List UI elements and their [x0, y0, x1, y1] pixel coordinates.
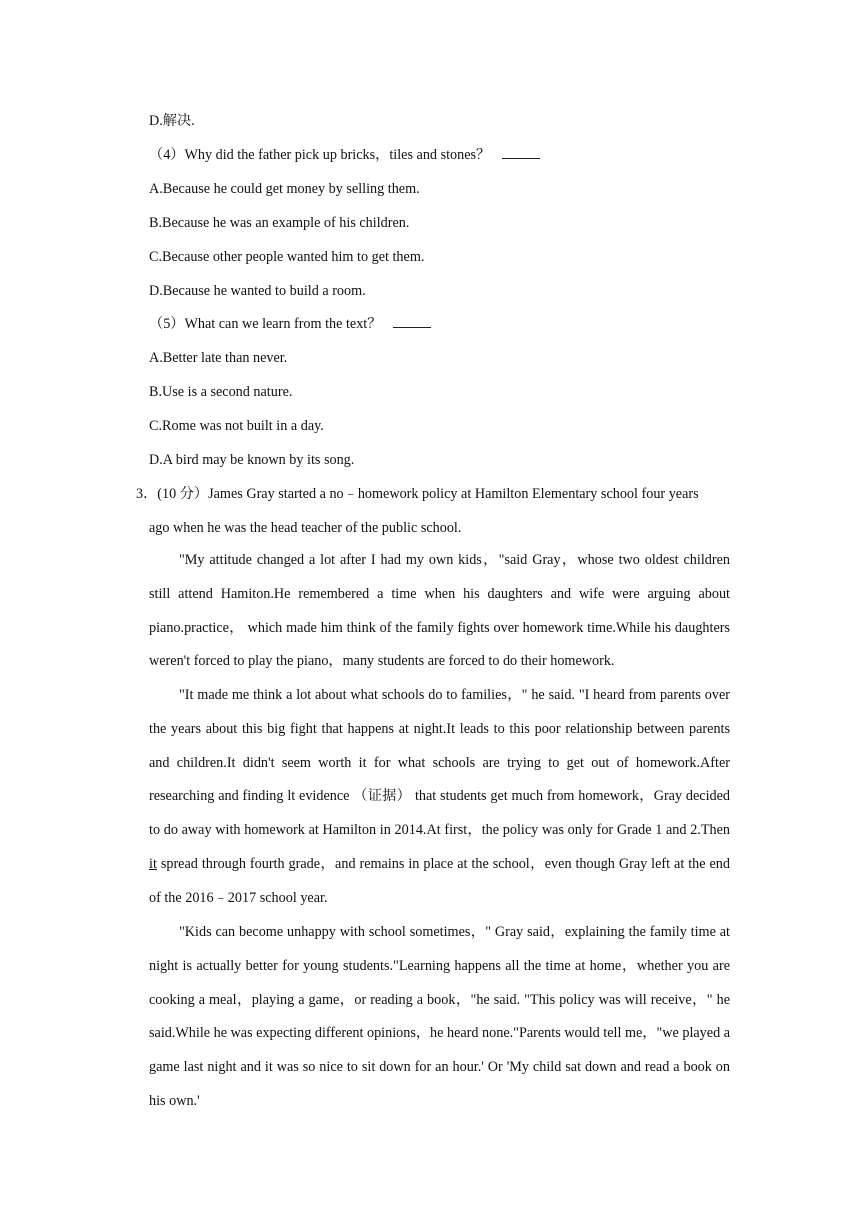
passage-paragraph-3-text: "Kids can become unhappy with school sometimes，" Gray said，explaining the family time at night is actually better for young students."Learning happens all the time at home，whether you are cooking a meal，playing a game，or reading a book，"he said. "This policy was will receive，" he said.While he was expecting different opinions，he heard none."Parents would tell me，"we played a game last night and it was so nice to sit down for an hour.' Or 'My child sat down and read a book on his own.'	[149, 924, 731, 1109]
passage-paragraph-3	[149, 916, 730, 1119]
answer-blank[interactable]	[393, 315, 431, 328]
passage-paragraph-2	[149, 679, 730, 916]
q5-option-a: A.Better late than never.	[149, 350, 288, 366]
passage-paragraph-1	[149, 544, 730, 679]
passage-paragraph-2-text	[149, 679, 730, 916]
q5-option-b: B.Use is a second nature.	[149, 384, 293, 400]
q4-option-a: A.Because he could get money by selling them.	[149, 181, 420, 197]
q4-option-b: B.Because he was an example of his children.	[149, 215, 410, 231]
question-5-text: （5）What can we learn from the text？	[149, 316, 382, 332]
q5-option-c: C.Rome was not built in a day.	[149, 418, 324, 434]
passage-paragraph-1-text: "My attitude changed a lot after I had my own kids，"said Gray，whose two oldest children still attend Hamiton.He remembered a time when his daughters and wife were arguing about piano.practice， which made him think of the family fights over homework time.While his daughters weren't forced to play the piano，many students are forced to do their homework.	[149, 552, 730, 670]
answer-blank[interactable]	[502, 146, 540, 159]
underlined-word: it	[149, 855, 157, 872]
question-3-header: 3．(10 分）James Gray started a no﹣homework policy at Hamilton Elementary school four years	[136, 486, 699, 502]
option-d-q3: D.解决.	[149, 113, 195, 129]
question-3-header-cont: ago when he was the head teacher of the public school.	[149, 520, 462, 536]
question-4-text: （4）Why did the father pick up bricks，tiles and stones？	[149, 147, 491, 163]
q4-option-c: C.Because other people wanted him to get them.	[149, 249, 425, 265]
question-5	[149, 314, 431, 334]
passage-text: spread through fourth grade，and remains in place at the school，even though Gray left at the end of the 2016﹣2017 school year.	[149, 855, 730, 906]
q4-option-d: D.Because he wanted to build a room.	[149, 283, 366, 299]
passage-text: "It made me think a lot about what schools do to families，" he said. "I heard from parents over the years about this big fight that happens at night.It leads to this poor relationship between parents and children.It didn't seem worth it for what schools are trying to get out of homework.After researching and finding lt evidence （证据） that students get much from homework，Gray decided to do away with homework at Hamilton in 2014.At first，the policy was only for Grade 1 and 2.Then	[149, 687, 730, 839]
question-4	[149, 145, 540, 165]
q5-option-d: D.A bird may be known by its song.	[149, 452, 355, 468]
